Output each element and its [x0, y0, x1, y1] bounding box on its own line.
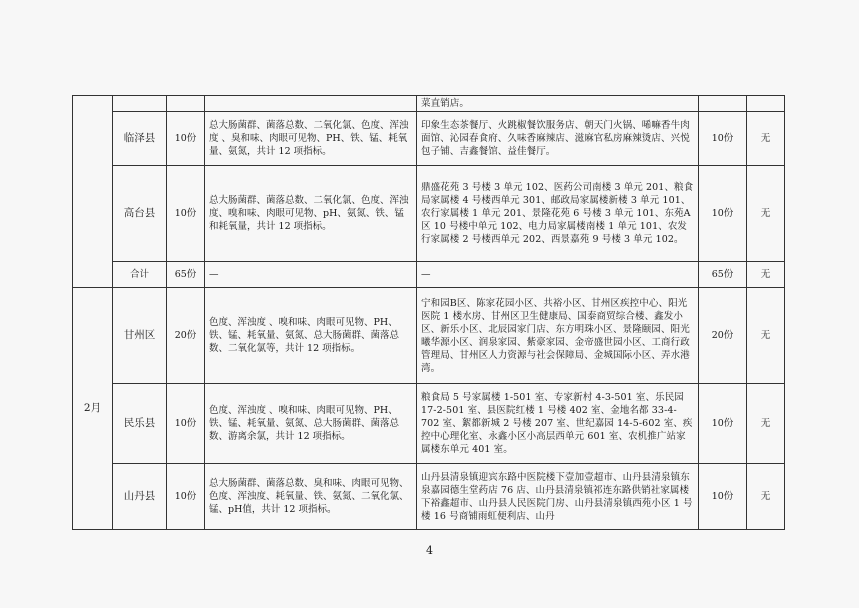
- fail-cell: 无: [747, 384, 785, 464]
- county-cell: 高台县: [113, 166, 167, 262]
- month-cell: [73, 96, 113, 288]
- samples-cell: [167, 96, 205, 112]
- table-row: [73, 112, 785, 166]
- county-cell: 甘州区: [113, 288, 167, 384]
- count-cell: 10份: [699, 464, 747, 530]
- sites-cell: 山丹县清泉镇迎宾东路中医院楼下壹加壹超市、山丹县清泉镇东泉嘉园德生堂药店 76 店、山丹县清泉镇祁连东路供销社家属楼下裕鑫超市、山丹县人民医院门房、山丹县清泉镇西苑小区 1 号楼 16 号商铺雨虹便利店、山丹: [417, 464, 699, 530]
- inspection-table: [72, 95, 785, 530]
- county-cell: 民乐县: [113, 384, 167, 464]
- fail-cell: 无: [747, 112, 785, 166]
- count-cell: 65份: [699, 262, 747, 288]
- count-cell: 10份: [699, 384, 747, 464]
- table-row: [73, 464, 785, 530]
- indicators-cell: —: [205, 262, 417, 288]
- sites-cell: 印象生态茶餐厅、火跳椒餐饮服务店、朝天门火锅、唏嘛香牛肉面馆、沁园春食府、久味香麻辣店、滋麻官私房麻辣烫店、兴悦包子铺、吉鑫餐馆、益佳餐厅。: [417, 112, 699, 166]
- samples-cell: 10份: [167, 166, 205, 262]
- table-row: [73, 288, 785, 384]
- county-cell: 临泽县: [113, 112, 167, 166]
- indicators-cell: 色度、浑浊度 、嗅和味、肉眼可见物、PH、铁、锰、耗氧量、氨氮、总大肠菌群、菌落总数、二氧化氯等，共计 12 项指标。: [205, 288, 417, 384]
- sites-cell: —: [417, 262, 699, 288]
- fail-cell: 无: [747, 262, 785, 288]
- sites-cell: 菜直销店。: [417, 96, 699, 112]
- samples-cell: 10份: [167, 384, 205, 464]
- sites-cell: 鼎盛花苑 3 号楼 3 单元 102、医药公司南楼 3 单元 201、粮食局家属楼 4 号楼西单元 301、邮政局家属楼新楼 3 单元 101、农行家属楼 1 单元 201、景隆花苑 6 号楼 3 单元 101、东苑A区 10 号楼中单元 102、电力局家属楼南楼 1 单元 101、农发行家属楼 2 号楼西单元 202、西景嘉苑 9 号楼 3 单元 102。: [417, 166, 699, 262]
- table-row: [73, 96, 785, 112]
- fail-cell: 无: [747, 464, 785, 530]
- month-cell: 2月: [73, 288, 113, 530]
- indicators-cell: 总大肠菌群、菌落总数、臭和味、肉眼可见物、色度、浑浊度、耗氧量、铁、氨氮、二氧化氯、锰、pH值，共计 12 项指标。: [205, 464, 417, 530]
- sites-cell: 宁和园B区、陈家花园小区、共裕小区、甘州区疾控中心、阳光医院 1 楼水房、甘州区卫生健康局、国泰商贸综合楼、鑫发小区、新乐小区、北辰园家门店、东方明珠小区、景隆颐园、阳光曦华源小区、润泉家园、紫豪家园、金帝盛世园小区、工商行政管理局、甘州区人力资源与社会保障局、金城国际小区、弄水港湾。: [417, 288, 699, 384]
- indicators-cell: 总大肠菌群、菌落总数、二氧化氯、色度、浑浊度 、臭和味、肉眼可见物、PH、铁、锰、耗氧量、氨氮，共计 12 项指标。: [205, 112, 417, 166]
- count-cell: 20份: [699, 288, 747, 384]
- county-cell: 山丹县: [113, 464, 167, 530]
- total-label-cell: 合计: [113, 262, 167, 288]
- sites-cell: 粮食局 5 号家属楼 1-501 室、专家新村 4-3-501 室、乐民园 17-2-501 室、县医院红楼 1 号楼 402 室、金地名都 33-4-702 室、絮都新城 2 号楼 207 室、世纪嘉园 14-5-602 室、疾控中心理化室、永鑫小区小高层西单元 601 室、农机推广站家属楼东单元 401 室。: [417, 384, 699, 464]
- samples-cell: 65份: [167, 262, 205, 288]
- samples-cell: 10份: [167, 464, 205, 530]
- samples-cell: 20份: [167, 288, 205, 384]
- county-cell: [113, 96, 167, 112]
- indicators-cell: [205, 96, 417, 112]
- page-number: 4: [426, 544, 433, 557]
- table-row: [73, 166, 785, 262]
- count-cell: 10份: [699, 112, 747, 166]
- table-row: [73, 384, 785, 464]
- count-cell: 10份: [699, 166, 747, 262]
- samples-cell: 10份: [167, 112, 205, 166]
- fail-cell: 无: [747, 166, 785, 262]
- indicators-cell: 总大肠菌群、菌落总数、二氧化氯、色度、浑浊度、嗅和味、肉眼可见物、pH、氨氮、铁、锰和耗氧量，共计 12 项指标。: [205, 166, 417, 262]
- table-row: [73, 262, 785, 288]
- indicators-cell: 色度、浑浊度 、嗅和味、肉眼可见物、PH、铁、锰、耗氧量、氨氮、总大肠菌群、菌落总数、游离余氯，共计 12 项指标。: [205, 384, 417, 464]
- fail-cell: 无: [747, 288, 785, 384]
- fail-cell: [747, 96, 785, 112]
- count-cell: [699, 96, 747, 112]
